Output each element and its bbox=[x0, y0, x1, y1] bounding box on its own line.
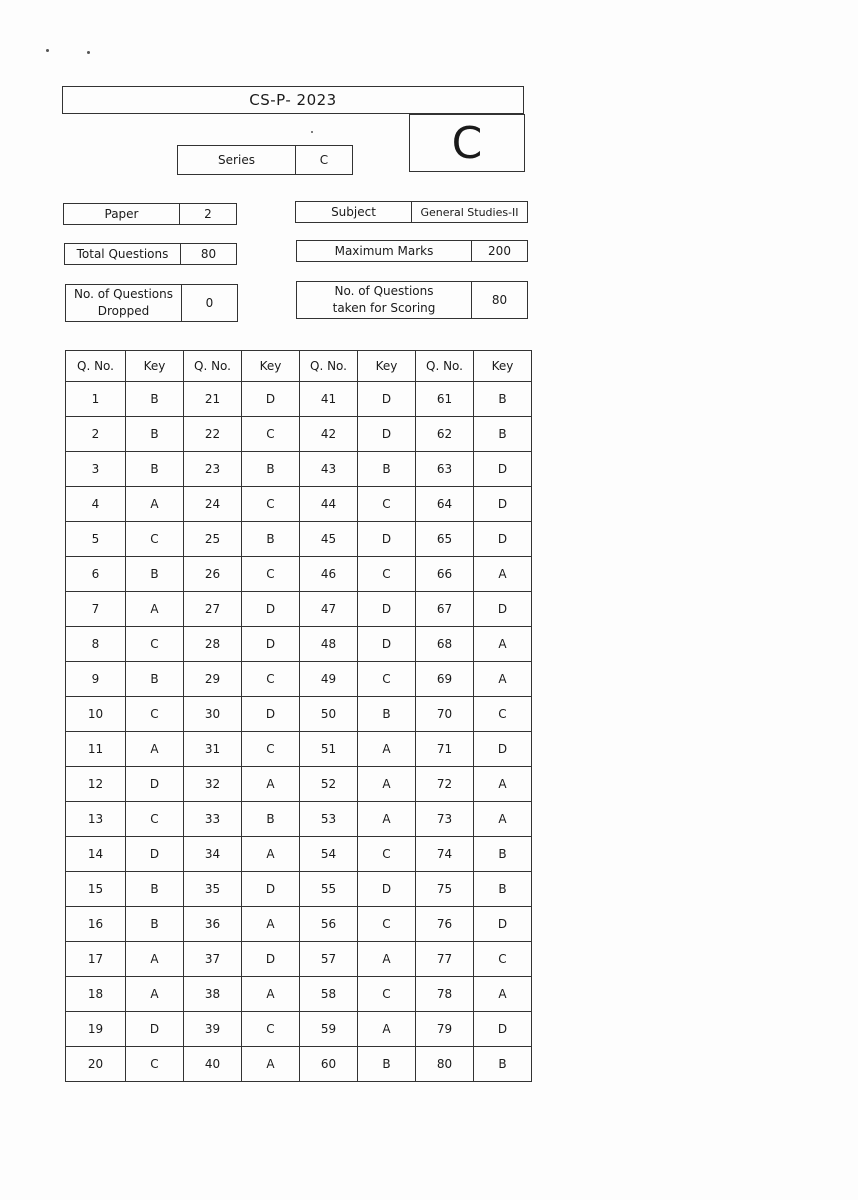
scan-speck bbox=[46, 49, 49, 52]
subject-box bbox=[295, 201, 528, 223]
answer-key: A bbox=[126, 487, 184, 522]
answer-key: D bbox=[242, 627, 300, 662]
table-row bbox=[66, 627, 532, 662]
answer-key: A bbox=[474, 802, 532, 837]
answer-key: A bbox=[474, 557, 532, 592]
answer-key: B bbox=[474, 417, 532, 452]
question-number: 1 bbox=[66, 382, 126, 417]
answer-key: D bbox=[242, 592, 300, 627]
answer-key: A bbox=[126, 592, 184, 627]
answer-key: A bbox=[474, 767, 532, 802]
question-number: 37 bbox=[184, 942, 242, 977]
answer-key: C bbox=[242, 1012, 300, 1047]
question-number: 38 bbox=[184, 977, 242, 1012]
question-number: 75 bbox=[416, 872, 474, 907]
subject-value: General Studies-II bbox=[411, 202, 527, 222]
question-number: 34 bbox=[184, 837, 242, 872]
table-row bbox=[66, 837, 532, 872]
question-number: 56 bbox=[300, 907, 358, 942]
answer-key: A bbox=[126, 942, 184, 977]
answer-key: B bbox=[126, 452, 184, 487]
paper-box bbox=[63, 203, 237, 225]
answer-key: A bbox=[126, 732, 184, 767]
question-number: 78 bbox=[416, 977, 474, 1012]
question-number: 41 bbox=[300, 382, 358, 417]
answer-key: A bbox=[474, 662, 532, 697]
answer-key: C bbox=[126, 802, 184, 837]
scan-speck bbox=[311, 131, 313, 133]
question-number: 8 bbox=[66, 627, 126, 662]
question-number: 63 bbox=[416, 452, 474, 487]
table-row bbox=[66, 942, 532, 977]
question-number: 6 bbox=[66, 557, 126, 592]
table-row bbox=[66, 872, 532, 907]
answer-key: D bbox=[242, 697, 300, 732]
answer-key: C bbox=[242, 662, 300, 697]
series-letter-box bbox=[409, 114, 525, 172]
question-number: 55 bbox=[300, 872, 358, 907]
table-body bbox=[66, 382, 532, 1082]
question-number: 50 bbox=[300, 697, 358, 732]
questions-scoring-value: 80 bbox=[471, 282, 527, 318]
header-key: Key bbox=[242, 351, 300, 382]
answer-key: A bbox=[242, 977, 300, 1012]
question-number: 46 bbox=[300, 557, 358, 592]
table-row bbox=[66, 1012, 532, 1047]
paper-value: 2 bbox=[179, 204, 236, 224]
question-number: 12 bbox=[66, 767, 126, 802]
answer-key: D bbox=[126, 1012, 184, 1047]
total-questions-value: 80 bbox=[180, 244, 236, 264]
answer-key: A bbox=[126, 977, 184, 1012]
table-row bbox=[66, 977, 532, 1012]
answer-key: C bbox=[126, 697, 184, 732]
answer-key: D bbox=[126, 837, 184, 872]
answer-key: C bbox=[126, 1047, 184, 1082]
question-number: 42 bbox=[300, 417, 358, 452]
question-number: 44 bbox=[300, 487, 358, 522]
table-row bbox=[66, 732, 532, 767]
table-row bbox=[66, 802, 532, 837]
question-number: 71 bbox=[416, 732, 474, 767]
answer-key: C bbox=[358, 907, 416, 942]
question-number: 73 bbox=[416, 802, 474, 837]
table-row bbox=[66, 452, 532, 487]
answer-key: D bbox=[242, 382, 300, 417]
question-number: 66 bbox=[416, 557, 474, 592]
question-number: 30 bbox=[184, 697, 242, 732]
questions-dropped-value: 0 bbox=[181, 285, 237, 321]
question-number: 5 bbox=[66, 522, 126, 557]
answer-key: C bbox=[126, 522, 184, 557]
maximum-marks-box bbox=[296, 240, 528, 262]
question-number: 43 bbox=[300, 452, 358, 487]
question-number: 49 bbox=[300, 662, 358, 697]
question-number: 52 bbox=[300, 767, 358, 802]
answer-key: C bbox=[242, 557, 300, 592]
answer-key: B bbox=[242, 522, 300, 557]
answer-key: C bbox=[474, 942, 532, 977]
questions-scoring-box bbox=[296, 281, 528, 319]
question-number: 65 bbox=[416, 522, 474, 557]
question-number: 72 bbox=[416, 767, 474, 802]
question-number: 74 bbox=[416, 837, 474, 872]
header-qno: Q. No. bbox=[416, 351, 474, 382]
table-row bbox=[66, 592, 532, 627]
answer-key: A bbox=[242, 907, 300, 942]
question-number: 58 bbox=[300, 977, 358, 1012]
question-number: 35 bbox=[184, 872, 242, 907]
answer-key: B bbox=[242, 802, 300, 837]
question-number: 17 bbox=[66, 942, 126, 977]
answer-key: A bbox=[358, 732, 416, 767]
answer-key: D bbox=[126, 767, 184, 802]
subject-label: Subject bbox=[331, 204, 376, 219]
table-row bbox=[66, 417, 532, 452]
question-number: 20 bbox=[66, 1047, 126, 1082]
title-text: CS-P- 2023 bbox=[249, 90, 337, 109]
table-row bbox=[66, 557, 532, 592]
answer-key: B bbox=[358, 452, 416, 487]
maximum-marks-label: Maximum Marks bbox=[334, 243, 434, 258]
answer-key: C bbox=[358, 977, 416, 1012]
answer-key: D bbox=[474, 487, 532, 522]
question-number: 67 bbox=[416, 592, 474, 627]
table-row bbox=[66, 1047, 532, 1082]
table-row bbox=[66, 522, 532, 557]
question-number: 3 bbox=[66, 452, 126, 487]
question-number: 39 bbox=[184, 1012, 242, 1047]
scan-speck bbox=[87, 51, 90, 54]
table-row bbox=[66, 697, 532, 732]
answer-key: B bbox=[358, 1047, 416, 1082]
question-number: 47 bbox=[300, 592, 358, 627]
answer-key: D bbox=[358, 417, 416, 452]
document-title bbox=[62, 86, 524, 114]
question-number: 29 bbox=[184, 662, 242, 697]
answer-key: C bbox=[358, 837, 416, 872]
answer-key: B bbox=[126, 907, 184, 942]
question-number: 7 bbox=[66, 592, 126, 627]
question-number: 54 bbox=[300, 837, 358, 872]
question-number: 23 bbox=[184, 452, 242, 487]
question-number: 2 bbox=[66, 417, 126, 452]
paper-label: Paper bbox=[104, 206, 139, 221]
answer-key: A bbox=[358, 802, 416, 837]
answer-key: B bbox=[126, 382, 184, 417]
question-number: 25 bbox=[184, 522, 242, 557]
question-number: 76 bbox=[416, 907, 474, 942]
answer-key: C bbox=[242, 732, 300, 767]
answer-key: D bbox=[474, 907, 532, 942]
table-header-row bbox=[66, 351, 532, 382]
questions-dropped-label: No. of Questions Dropped bbox=[73, 287, 174, 318]
series-label: Series bbox=[218, 152, 255, 167]
question-number: 10 bbox=[66, 697, 126, 732]
question-number: 16 bbox=[66, 907, 126, 942]
answer-key: A bbox=[358, 767, 416, 802]
answer-key: A bbox=[242, 837, 300, 872]
question-number: 22 bbox=[184, 417, 242, 452]
questions-scoring-label: No. of Questions taken for Scoring bbox=[332, 284, 436, 315]
answer-key: D bbox=[358, 592, 416, 627]
answer-key: C bbox=[242, 487, 300, 522]
question-number: 9 bbox=[66, 662, 126, 697]
answer-key: D bbox=[474, 1012, 532, 1047]
answer-key: B bbox=[474, 872, 532, 907]
answer-key: D bbox=[474, 732, 532, 767]
total-questions-box bbox=[64, 243, 237, 265]
answer-key: A bbox=[242, 767, 300, 802]
answer-key: D bbox=[242, 942, 300, 977]
answer-key: A bbox=[358, 1012, 416, 1047]
header-key: Key bbox=[358, 351, 416, 382]
answer-key: A bbox=[242, 1047, 300, 1082]
answer-key: D bbox=[474, 452, 532, 487]
question-number: 21 bbox=[184, 382, 242, 417]
question-number: 62 bbox=[416, 417, 474, 452]
answer-key: B bbox=[126, 662, 184, 697]
question-number: 53 bbox=[300, 802, 358, 837]
question-number: 45 bbox=[300, 522, 358, 557]
answer-key: C bbox=[126, 627, 184, 662]
question-number: 57 bbox=[300, 942, 358, 977]
answer-key: B bbox=[242, 452, 300, 487]
answer-key: D bbox=[358, 382, 416, 417]
table-row bbox=[66, 382, 532, 417]
answer-key: B bbox=[126, 557, 184, 592]
question-number: 28 bbox=[184, 627, 242, 662]
question-number: 27 bbox=[184, 592, 242, 627]
answer-key: B bbox=[474, 382, 532, 417]
question-number: 15 bbox=[66, 872, 126, 907]
question-number: 26 bbox=[184, 557, 242, 592]
header-key: Key bbox=[126, 351, 184, 382]
question-number: 40 bbox=[184, 1047, 242, 1082]
maximum-marks-value: 200 bbox=[471, 241, 527, 261]
answer-key: C bbox=[358, 662, 416, 697]
answer-key: B bbox=[358, 697, 416, 732]
question-number: 36 bbox=[184, 907, 242, 942]
question-number: 60 bbox=[300, 1047, 358, 1082]
question-number: 48 bbox=[300, 627, 358, 662]
question-number: 79 bbox=[416, 1012, 474, 1047]
total-questions-label: Total Questions bbox=[76, 246, 169, 261]
question-number: 18 bbox=[66, 977, 126, 1012]
questions-dropped-box bbox=[65, 284, 238, 322]
question-number: 59 bbox=[300, 1012, 358, 1047]
answer-key: C bbox=[358, 557, 416, 592]
header-qno: Q. No. bbox=[66, 351, 126, 382]
answer-key: D bbox=[358, 627, 416, 662]
answer-key: B bbox=[474, 1047, 532, 1082]
question-number: 4 bbox=[66, 487, 126, 522]
question-number: 70 bbox=[416, 697, 474, 732]
question-number: 51 bbox=[300, 732, 358, 767]
answer-key: A bbox=[358, 942, 416, 977]
question-number: 80 bbox=[416, 1047, 474, 1082]
series-letter: C bbox=[451, 117, 483, 169]
answer-key: B bbox=[126, 417, 184, 452]
question-number: 33 bbox=[184, 802, 242, 837]
question-number: 32 bbox=[184, 767, 242, 802]
table-row bbox=[66, 487, 532, 522]
answer-key: C bbox=[358, 487, 416, 522]
answer-key: D bbox=[242, 872, 300, 907]
answer-key: B bbox=[126, 872, 184, 907]
table-row bbox=[66, 662, 532, 697]
table-row bbox=[66, 767, 532, 802]
question-number: 69 bbox=[416, 662, 474, 697]
series-value: C bbox=[295, 146, 352, 174]
header-qno: Q. No. bbox=[184, 351, 242, 382]
answer-key: D bbox=[474, 522, 532, 557]
question-number: 64 bbox=[416, 487, 474, 522]
question-number: 11 bbox=[66, 732, 126, 767]
series-box bbox=[177, 145, 353, 175]
header-key: Key bbox=[474, 351, 532, 382]
question-number: 13 bbox=[66, 802, 126, 837]
answer-key: D bbox=[474, 592, 532, 627]
answer-key: D bbox=[358, 872, 416, 907]
answer-key: B bbox=[474, 837, 532, 872]
question-number: 68 bbox=[416, 627, 474, 662]
question-number: 24 bbox=[184, 487, 242, 522]
question-number: 31 bbox=[184, 732, 242, 767]
answer-key: A bbox=[474, 627, 532, 662]
question-number: 77 bbox=[416, 942, 474, 977]
question-number: 61 bbox=[416, 382, 474, 417]
answer-key: C bbox=[242, 417, 300, 452]
answer-key: C bbox=[474, 697, 532, 732]
question-number: 19 bbox=[66, 1012, 126, 1047]
answer-key-table bbox=[65, 350, 532, 1082]
answer-key: D bbox=[358, 522, 416, 557]
header-qno: Q. No. bbox=[300, 351, 358, 382]
answer-key: A bbox=[474, 977, 532, 1012]
table-row bbox=[66, 907, 532, 942]
question-number: 14 bbox=[66, 837, 126, 872]
